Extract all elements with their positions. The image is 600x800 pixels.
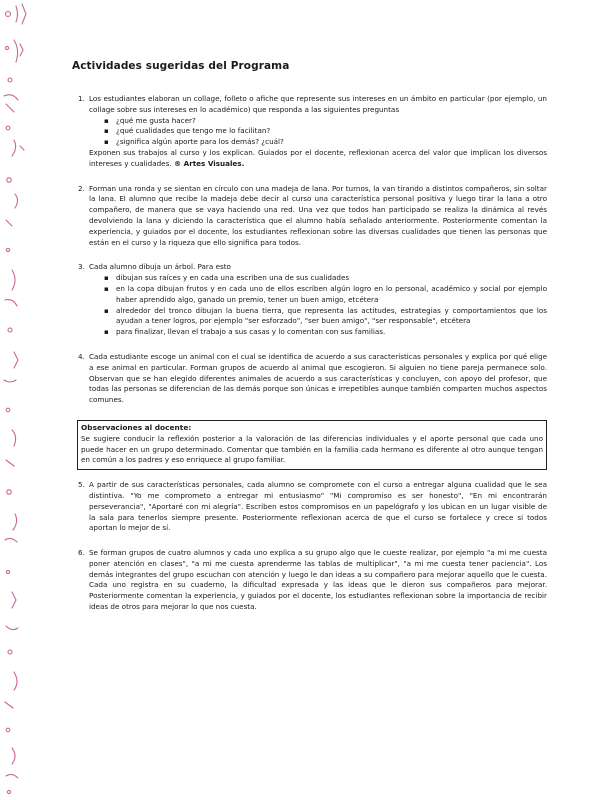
subject-reference: ® Artes Visuales. xyxy=(173,158,245,168)
item-number: 2. xyxy=(78,183,85,193)
item-outro xyxy=(89,148,547,170)
bullet-item: ▪ ¿qué me gusta hacer? xyxy=(105,116,547,127)
bullet-item: ▪ ¿significa algún aporte para los demás? ¿cuál? xyxy=(105,137,547,148)
item-number: 4. xyxy=(78,351,85,361)
activity-item xyxy=(72,352,547,406)
activity-list xyxy=(72,94,547,406)
item-number: 3. xyxy=(78,262,85,272)
bullet-list xyxy=(89,273,547,338)
bullet-list xyxy=(89,116,547,148)
item-number: 1. xyxy=(78,94,85,103)
item-number: 6. xyxy=(78,548,85,558)
activity-item xyxy=(72,548,547,613)
bullet-item: ▪ para finalizar, llevan el trabajo a sus casas y lo comentan con sus familias. xyxy=(105,327,547,338)
item-intro: Los estudiantes elaboran un collage, folleto o afiche que represente sus intereses en un ámbito en particular (por ejemplo, un collage sobre sus intereses en lo académico) que responda a las siguientes preguntas xyxy=(89,94,547,114)
activity-item xyxy=(72,94,547,170)
teacher-note-box xyxy=(77,420,547,470)
activity-item xyxy=(72,480,547,534)
activity-item xyxy=(72,262,547,338)
bullet-item: ▪ en la copa dibujan frutos y en cada uno de ellos escriben algún logro en lo personal, académico y social por ejemplo haber aprendido algo, ganado un premio, tener un buen amigo, etcétera xyxy=(105,284,547,306)
item-number: 5. xyxy=(78,480,85,490)
bullet-item: ▪ ¿qué cualidades que tengo me lo facilitan? xyxy=(105,126,547,137)
item-intro: Cada estudiante escoge un animal con el cual se identifica de acuerdo a sus características personales y explica por qué elige a ese animal en particular. Forman grupos de acuerdo al animal que escogieron. Si alguien no tiene pareja permanece solo. Observan que se han elegido diferentes animales de acuerdo a sus características y concluyen, con apoyo del profesor, que todas las personas se diferencian de las demás porque son únicas e irrepetibles aunque también comparten muchos aspectos comunes. xyxy=(89,351,547,405)
bullet-item: ▪ dibujan sus raíces y en cada una escriben una de sus cualidades xyxy=(105,273,547,284)
activity-list-continued xyxy=(72,480,547,613)
item-intro: Cada alumno dibuja un árbol. Para esto xyxy=(89,262,231,272)
margin-decoration xyxy=(0,0,40,800)
item-intro: A partir de sus características personales, cada alumno se compromete con el curso a entregar alguna cualidad que le sea distintiva. "Yo me comprometo a entregar mi entusiasmo" "Mi compromiso es ser honesto", "En mi encontrarán perseverancia", "Aportaré con mi alegría". Escriben estos compromisos en un papelógrafo y los ubican en un lugar visible de la sala para tenerlos siempre presente. Posteriormente reflexionan acerca de que el curso se fortalece y crece si todos aportan lo mejor de sí. xyxy=(89,480,547,533)
activity-item xyxy=(72,184,547,249)
item-intro: Se forman grupos de cuatro alumnos y cada uno explica a su grupo algo que le cueste realizar, por ejemplo "a mi me cuesta poner atención en clases", "a mi me cuesta aprenderme las tablas de multiplicar", "a mi me cuesta tener paciencia". Los demás integrantes del grupo escuchan con atención y luego le dan ideas a su compañero para mejorar aquello que le cuesta. Cada uno registra en su cuaderno, la dificultad expresada y las ideas que le dieron sus compañeros para mejorar. Posteriormente comentan la experiencia, y guiados por el docente, los estudiantes reflexionan sobre la importancia de recibir ideas de otros para mejorar lo que nos cuesta. xyxy=(89,548,547,612)
item-intro: Forman una ronda y se sientan en círculo con una madeja de lana. Por turnos, la van tirando a distintos compañeros, sin soltar la lana. El alumno que recibe la madeja debe decir al curso una característica personal positiva y luego tirar la lana a otro compañero, de manera que se vaya haciendo una red. Una vez que todos han participado se realiza la dinámica al revés devolviendo la lana y diciendo la característica que el alumno había señalado anteriormente. Posteriormente comentan la experiencia, y guiados por el docente, los estudiantes reflexionan sobre las diversas cualidades que tienen las personas que están en el curso y la riqueza que ello significa para todos. xyxy=(89,183,547,247)
item-outro-text: Exponen sus trabajos al curso y los explican. Guiados por el docente, reflexionan acerca del valor que implican los diversos intereses y cualidades. xyxy=(89,147,547,168)
bullet-item: ▪ alrededor del tronco dibujan la buena tierra, que representa las actitudes, estrategias y comportamientos que los ayudan a tener logros, por ejemplo "ser esforzado", "ser buen amigo", "ser responsable", etcétera xyxy=(105,306,547,328)
note-text: Se sugiere conducir la reflexión posterior a la valoración de las diferencias individuales y el aporte personal que cada uno puede hacer en un grupo determinado. Comentar que también en la familia cada hermano es diferente al otro aunque tengan en común a los padres y eso enriquece al grupo familiar. xyxy=(81,433,543,465)
page-title: Actividades sugeridas del Programa xyxy=(72,60,290,72)
note-title: Observaciones al docente: xyxy=(81,422,192,432)
document-page xyxy=(72,60,547,627)
